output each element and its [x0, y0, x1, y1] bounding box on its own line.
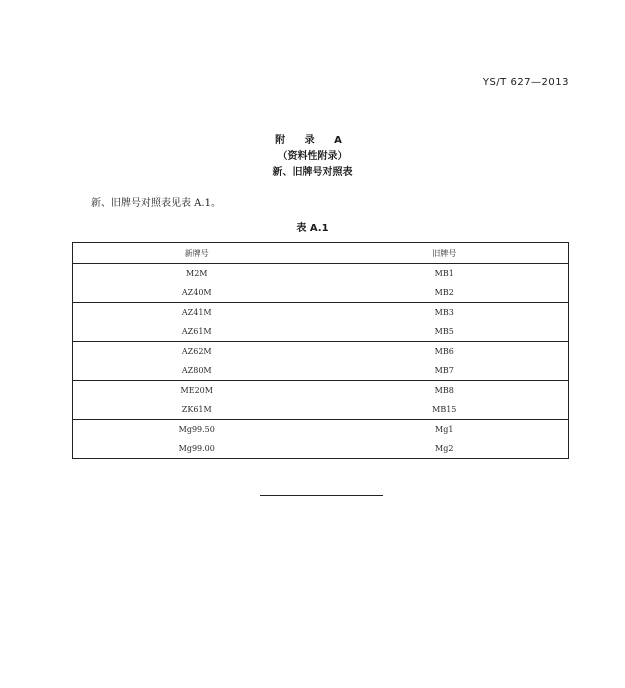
cell-old-grade: MB15: [321, 400, 569, 420]
cell-old-grade: Mg2: [435, 444, 454, 453]
table-body: [73, 264, 569, 459]
cell-new-grade: AZ61M: [73, 322, 321, 342]
cell-new-grade: AZ62M: [181, 347, 212, 356]
table-row: [73, 322, 569, 342]
table-row: [73, 381, 569, 401]
cell-old-grade: MB3: [434, 308, 454, 317]
cell-new-grade: Mg99.00: [178, 444, 215, 453]
table-row: [73, 420, 569, 440]
cell-new-grade: M2M: [186, 269, 208, 278]
cell-new-grade: AZ80M: [73, 361, 321, 381]
cell-new-grade: ME20M: [180, 386, 213, 395]
table-row: [73, 439, 569, 459]
intro-paragraph: 新、旧牌号对照表见表 A.1。: [91, 198, 221, 209]
cell-old-grade: Mg1: [435, 425, 454, 434]
table-header-row: [73, 243, 569, 264]
table-row: [73, 283, 569, 303]
cell-new-grade: ZK61M: [73, 400, 321, 420]
cell-old-grade: MB8: [434, 386, 454, 395]
cell-new-grade: AZ40M: [73, 283, 321, 303]
table-row: [73, 342, 569, 362]
appendix-table-heading: 新、旧牌号对照表: [272, 167, 353, 178]
table-row: [73, 303, 569, 323]
cell-old-grade: MB6: [434, 347, 454, 356]
grade-comparison-table: [72, 242, 569, 459]
appendix-heading: [0, 133, 625, 181]
cell-old-grade: MB5: [321, 322, 569, 342]
table-row: [73, 400, 569, 420]
appendix-subtitle: （资料性附录）: [277, 151, 348, 162]
table-row: [73, 264, 569, 284]
cell-old-grade: MB7: [321, 361, 569, 381]
appendix-title: 附 录 A: [275, 135, 350, 146]
end-of-document-rule: [260, 495, 383, 496]
column-header-new-grade: 新牌号: [73, 243, 321, 264]
table-caption: 表 A.1: [296, 223, 329, 234]
cell-new-grade: Mg99.50: [178, 425, 215, 434]
cell-new-grade: AZ41M: [181, 308, 212, 317]
column-header-old-grade: 旧牌号: [321, 243, 569, 264]
cell-old-grade: MB2: [321, 283, 569, 303]
cell-old-grade: MB1: [434, 269, 454, 278]
standard-code: YS/T 627—2013: [482, 77, 569, 88]
table-row: [73, 361, 569, 381]
